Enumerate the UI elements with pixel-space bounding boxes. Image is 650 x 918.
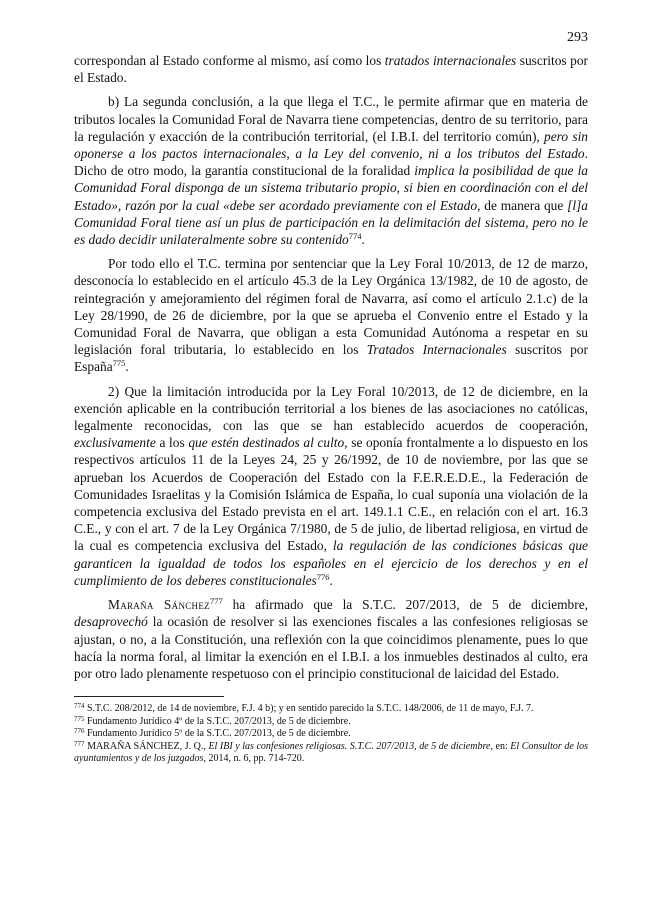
text-run: a los [155,435,189,451]
paragraph-2 [74,255,588,375]
italic-run: que estén destinados al culto [188,435,345,451]
author-name: Maraña Sánchez [108,597,210,613]
text-run: . [329,572,333,588]
footnote-777 [74,741,588,766]
italic-run: desaprovechó [74,614,148,630]
footnote-ref-774[interactable]: 774 [348,231,362,242]
paragraph-4 [74,596,588,682]
footnote-774 [74,703,588,716]
footnote-text: MARAÑA SÁNCHEZ, J. Q., [84,740,209,752]
italic-run: Tratados Internacionales [366,342,507,358]
text-run: la ocasión de resolver si las exenciones fiscales a las confesiones religiosas se ajustan, o no, a la Constitución, una reflexión con la que coincidimos plenamente, pues lo que hacía la norma foral, al limitar la exención en el I.B.I. a los inmuebles destinados al culto, era por otro lado plenamente respetuoso con el principio constitucional de laicidad del Estado. [74,614,588,681]
footnote-italic: El IBI y las confesiones religiosas. S.T.C. 207/2013, de 5 de diciembre [208,740,491,752]
text-run: . [361,232,365,248]
text-run: correspondan al Estado conforme al mismo, así como los [74,53,385,68]
footnote-text: Fundamento Jurídico 4º de la S.T.C. 207/2013, de 5 de diciembre. [84,715,351,727]
text-run: , de manera que [477,197,568,213]
document-page [74,30,588,766]
footnote-775 [74,716,588,729]
text-run: 2) Que la limitación introducida por la Ley Foral 10/2013, de 12 de diciembre, en la exención aplicable en la contribución territorial a los bienes de las asociaciones no católicas, legalmente reconocidas, con las que se han establecido acuerdos de cooperación, [74,383,588,434]
text-run: suscritos por España [74,342,588,375]
text-run: Por todo ello el T.C. termina por sentenciar que la Ley Foral 10/2013, de 12 de marzo, desconocía lo establecido en el artículo 45.3 de la Ley Orgánica 13/1982, de 10 de agosto, de reintegración y amejoramiento del régimen foral de Navarra, así como el artículo 2.1.c) de la Ley 28/1990, de 26 de diciembre, por la que se aprueba el Convenio entre el Estado y la Comunidad Foral de Navarra, que obligan a esta Comunidad Autónoma a respetar en su legislación foral tributaria, lo establecido en los [74,256,588,358]
footnote-separator [74,696,224,697]
footnote-text: S.T.C. 208/2012, de 14 de noviembre, F.J. 4 b); y en sentido parecido la S.T.C. 148/2006, de 11 de mayo, F.J. 7. [84,703,534,715]
footnote-number: 774 [74,702,85,711]
paragraph-3 [74,383,588,589]
text-run: . [125,359,129,375]
text-run: , se oponía frontalmente a lo dispuesto en los respectivos artículos 11 de la Leyes 24, 25 y 26/1992, de 10 de noviembre, por las que se aprueban los Acuerdos de Cooperación del Estado con la F.E.R.E.D.E., la Federación de Comunidades Israelitas y la Comisión Islámica de España, lo cual suponía una violación de la competencia exclusiva del Estado prevista en el art. 149.1.1 C.E., en relación con el art. 16.3 C.E., y con el art. 7 de la Ley Orgánica 7/1980, de 5 de julio, de libertad religiosa, en virtud de la cual es competencia exclusiva del Estado, [74,435,588,554]
footnote-text: Fundamento Jurídico 5º de la S.T.C. 207/2013, de 5 de diciembre. [84,728,351,740]
page-number: 293 [567,30,588,45]
italic-run: exclusivamente [74,435,156,451]
text-run: b) La segunda conclusión, a la que llega el T.C., le permite afirmar que en materia de tributos locales la Comunidad Foral de Navarra tiene competencias, dentro de su territorio, para la regulación y exacción de la contribución territorial, (el I.B.I. del territorio común), [74,94,588,144]
footnotes [74,703,588,766]
italic-run: la regulación de las condiciones básicas que garanticen la igualdad de todos los españoles en el ejercicio de los derechos y en el cumplimiento de los deberes constitucionales [74,538,588,588]
italic-run: [l]a Comunidad Foral tiene así un plus de participación en la delimitación del sistema, pero no le es dado decidir unilateralmente sobre su contenido [74,197,588,248]
text-run: ha afirmado que la S.T.C. 207/2013, de 5 de diciembre, [222,597,589,613]
italic-run: pero sin oponerse a los pactos internacionales, a la Ley del convenio, ni a los tributos del Estado [74,128,588,162]
paragraph-1 [74,93,588,248]
footnote-number: 776 [74,727,85,736]
text-run: . Dicho de otro modo, la garantía constitucional de la foralidad [74,146,588,179]
footnote-ref-776[interactable]: 776 [316,571,330,582]
footnote-ref-777[interactable]: 777 [209,596,223,607]
body-text [74,52,588,682]
text-run: suscritos por el Estado. [74,53,588,86]
footnote-number: 775 [74,714,85,723]
footnote-text: , 2014, n. 6, pp. 714-720. [203,753,305,765]
italic-run: implica la posibilidad de que la Comunidad Foral disponga de un sistema tributario propio, si bien en coordinación con el del Estado», razón por la cual «debe ser acordado previamente con el Estado [74,163,588,213]
footnote-text: , en: [490,740,511,752]
footnote-number: 777 [74,739,85,748]
footnote-italic: El Consultor de los ayuntamientos y de los juzgados [74,740,588,765]
footnote-776 [74,728,588,741]
paragraph-0 [74,52,588,86]
footnote-ref-775[interactable]: 775 [112,358,126,369]
italic-run: tratados internacionales [384,53,517,68]
